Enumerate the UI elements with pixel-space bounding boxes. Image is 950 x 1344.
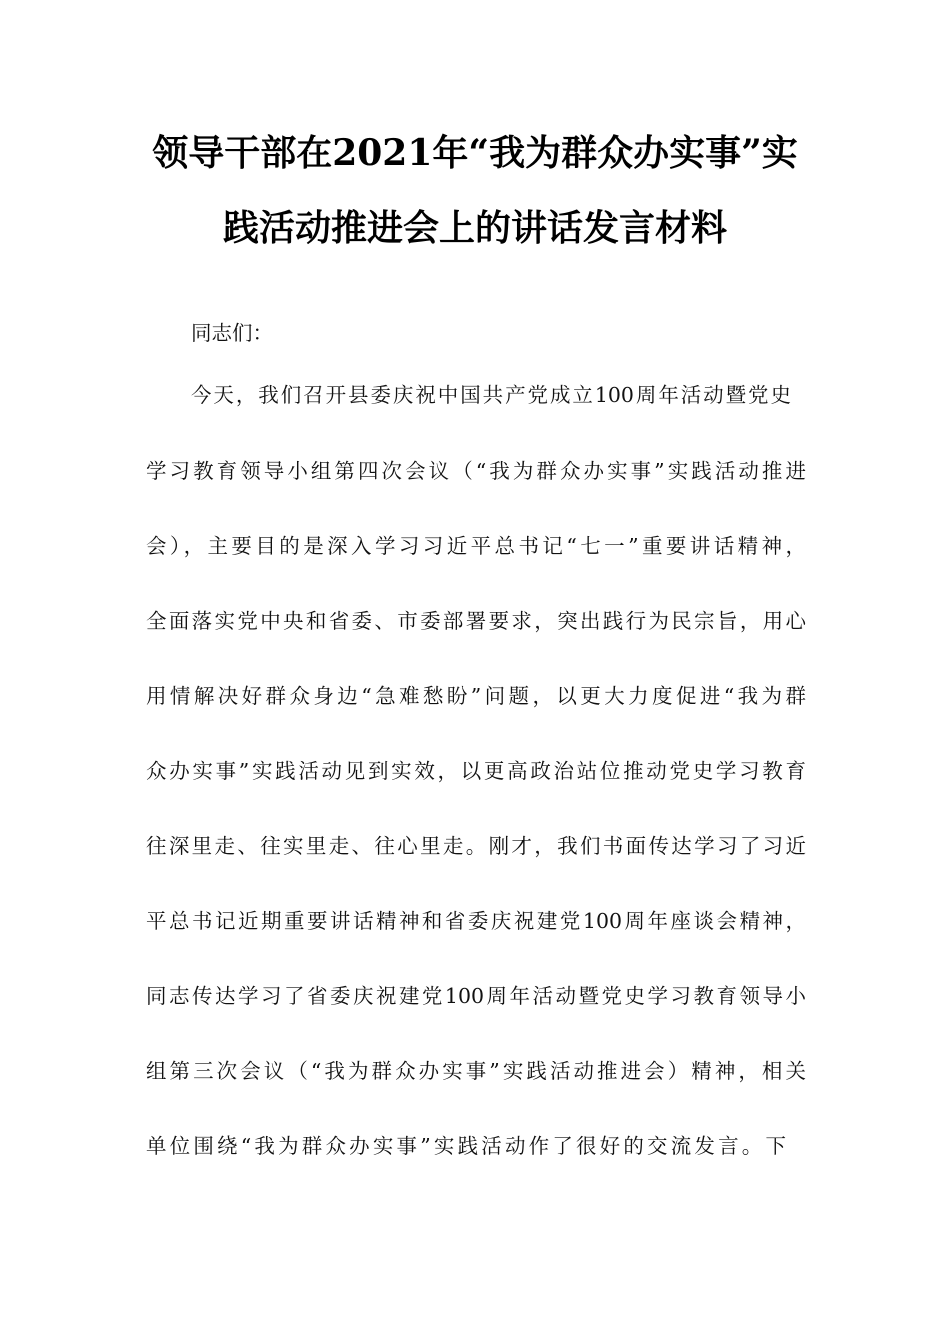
body-line: 同志传达学习了省委庆祝建党100周年活动暨党史学习教育领导小 [146,984,806,1008]
body-line: 今天，我们召开县委庆祝中国共产党成立100周年活动暨党史 [191,383,791,407]
body-line: 往深里走、往实里走、往心里走。刚才，我们书面传达学习了习近 [146,834,806,858]
body-line: 全面落实党中央和省委、市委部署要求，突出践行为民宗旨，用心 [146,609,806,633]
body-line: 单位围绕“我为群众办实事”实践活动作了很好的交流发言。下 [146,1134,786,1158]
body-line: 用情解决好群众身边“急难愁盼”问题，以更大力度促进“我为群 [146,684,806,708]
body-line: 众办实事”实践活动见到实效，以更高政治站位推动党史学习教育 [146,759,806,783]
document-title-line-2: 践活动推进会上的讲话发言材料 [222,207,727,249]
body-line: 学习教育领导小组第四次会议（“我为群众办实事”实践活动推进 [146,459,806,483]
body-line: 会），主要目的是深入学习习近平总书记“七一”重要讲话精神， [146,534,806,558]
body-line: 组第三次会议（“我为群众办实事”实践活动推进会）精神，相关 [146,1059,806,1083]
salutation: 同志们： [191,321,273,345]
document-title-line-1: 领导干部在2021年“我为群众办实事”实 [152,132,798,174]
body-line: 平总书记近期重要讲话精神和省委庆祝建党100周年座谈会精神， [146,909,806,933]
